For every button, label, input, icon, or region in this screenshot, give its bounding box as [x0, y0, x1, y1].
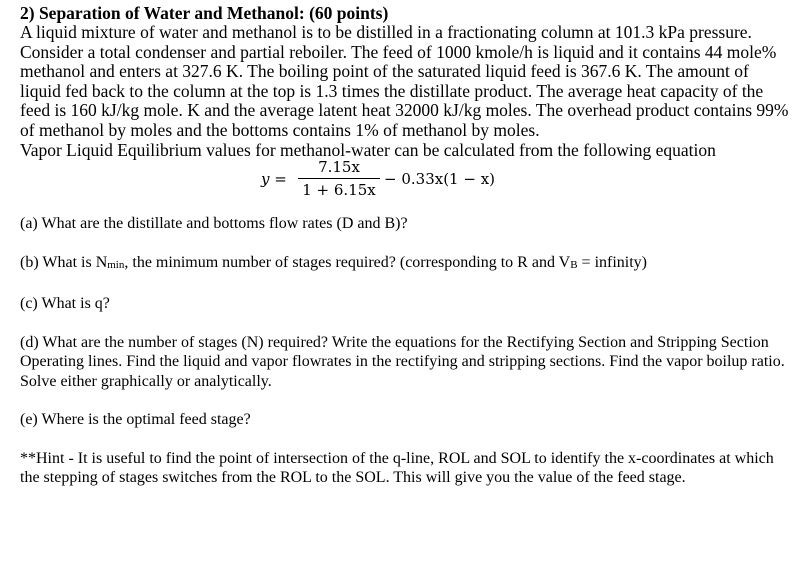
problem-title: 2) Separation of Water and Methanol: (60 points) — [20, 3, 389, 23]
question-b — [20, 253, 792, 276]
question-b-text-1: (b) What is N — [20, 253, 108, 271]
vle-intro: Vapor Liquid Equilibrium values for methanol-water can be calculated from the following equation — [20, 139, 716, 160]
question-b-subscript-b: B — [570, 258, 578, 271]
question-a: (a) What are the distillate and bottoms flow rates (D and B)? — [20, 215, 408, 233]
question-b-text-2: , the minimum number of stages required? (corresponding to R and V — [124, 253, 571, 271]
hint-text: **Hint - It is useful to find the point of intersection of the q-line, ROL and SOL to identify the x-coordinates at which the stepping of stages switches from the ROL to the SOL. This will give you the value of the feed stage. — [20, 449, 774, 487]
question-b-text-3: = infinity) — [577, 253, 648, 271]
equation-numerator: 7.15x — [318, 158, 360, 177]
equation-rhs: − 0.33x(1 − x) — [384, 170, 496, 189]
problem-description: A liquid mixture of water and methanol is to be distilled in a fractionating column at 101.3 kPa pressure. Consider a total condenser and partial reboiler. The feed of 1000 kmole/h is liquid and it contains 44 mole% methanol and enters at 327.6 K. The boiling point of the saturated liquid feed is 367.6 K. The amount of liquid fed back to the column at the top is 1.3 times the distillate product. The average heat capacity of the feed is 160 kJ/kg mole. K and the average latent heat 32000 kJ/kg moles. The overhead product contains 99% of methanol by moles and the bottoms contains 1% of methanol by moles. — [20, 22, 789, 140]
equation-lhs: y = — [261, 170, 287, 189]
question-d: (d) What are the number of stages (N) required? Write the equations for the Rectifying Section and Stripping Section Operating lines. Find the liquid and vapor flowrates in the rectifying and stripping sections. Find the vapor boilup ratio. Solve either graphically or analytically. — [20, 333, 785, 390]
question-c: (c) What is q? — [20, 295, 110, 313]
equation-fraction — [298, 157, 380, 200]
problem-document — [20, 4, 792, 488]
vle-equation — [20, 160, 792, 204]
fraction-bar — [298, 178, 380, 179]
question-e: (e) Where is the optimal feed stage? — [20, 411, 251, 429]
question-b-subscript-min: min — [107, 258, 125, 271]
equation-denominator: 1 + 6.15x — [302, 181, 376, 200]
